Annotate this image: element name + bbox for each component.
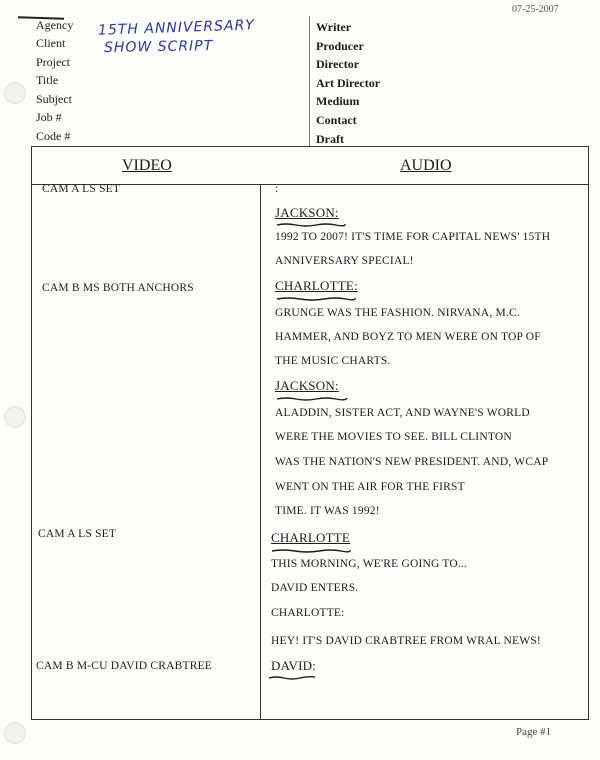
handwritten-title-line2: SHOW SCRIPT [103,38,214,56]
page-number: Page #1 [516,726,552,738]
date-stamp: 07-25-2007 [512,4,559,15]
label-art-director: Art Director [316,76,381,90]
ink-underline [276,396,348,402]
dialogue-line: ANNIVERSARY SPECIAL! [275,255,414,267]
speaker-name: JACKSON: [275,378,339,393]
dialogue-line: ALADDIN, SISTER ACT, AND WAYNE'S WORLD [275,407,530,419]
label-medium: Medium [316,94,360,108]
dialogue-line: TIME. IT WAS 1992! [275,505,380,517]
binder-hole-middle [4,406,26,428]
binder-hole-bottom [4,722,26,744]
label-title: Title [36,73,59,87]
handwritten-title-line1: 15TH ANNIVERSARY [97,17,256,39]
dialogue-line: THE MUSIC CHARTS. [275,355,391,367]
dialogue-line: WAS THE NATION'S NEW PRESIDENT. AND, WCAP [275,456,549,468]
dialogue-line: GRUNGE WAS THE FASHION. NIRVANA, M.C. [275,307,520,319]
label-producer: Producer [316,39,364,53]
dialogue-line: WENT ON THE AIR FOR THE FIRST [275,481,465,493]
dialogue-line: 1992 TO 2007! IT'S TIME FOR CAPITAL NEWS' 15TH [275,231,551,243]
label-job: Job # [36,110,62,124]
ink-underline [276,222,346,228]
dialogue-line: HAMMER, AND BOYZ TO MEN WERE ON TOP OF [275,331,541,343]
speaker-name: JACKSON: [275,205,339,220]
speaker-name: CHARLOTTE: [271,607,345,619]
audio-column-title: AUDIO [400,157,452,174]
dialogue-line: THIS MORNING, WE'RE GOING TO... [271,558,468,570]
audio-mark: : [275,183,279,195]
stage-direction: DAVID ENTERS. [271,582,359,594]
video-cue: CAM A LS SET [38,528,117,540]
dialogue-line: HEY! IT'S DAVID CRABTREE FROM WRAL NEWS! [271,635,541,647]
video-cue: CAM B MS BOTH ANCHORS [42,282,194,294]
binder-hole-top [4,82,26,104]
speaker-name: CHARLOTTE [271,530,351,545]
dialogue-line: WERE THE MOVIES TO SEE. BILL CLINTON [275,431,512,443]
header-divider [309,16,310,146]
label-project: Project [36,55,70,69]
speaker-name: CHARLOTTE: [275,278,358,293]
video-column-title: VIDEO [122,157,172,174]
ink-underline [276,296,356,302]
ink-underline [268,675,316,681]
label-code: Code # [36,129,71,143]
column-divider [260,184,261,720]
ink-underline [271,548,351,554]
label-contact: Contact [316,113,357,127]
label-writer: Writer [316,20,352,34]
label-client: Client [36,36,66,50]
video-cue: CAM A LS SET [42,183,121,195]
video-cue: CAM B M-CU DAVID CRABTREE [36,660,213,672]
speaker-name: DAVID: [271,658,317,673]
label-draft: Draft [316,132,344,146]
label-director: Director [316,57,360,71]
label-agency: Agency [36,18,74,32]
label-subject: Subject [36,92,72,106]
